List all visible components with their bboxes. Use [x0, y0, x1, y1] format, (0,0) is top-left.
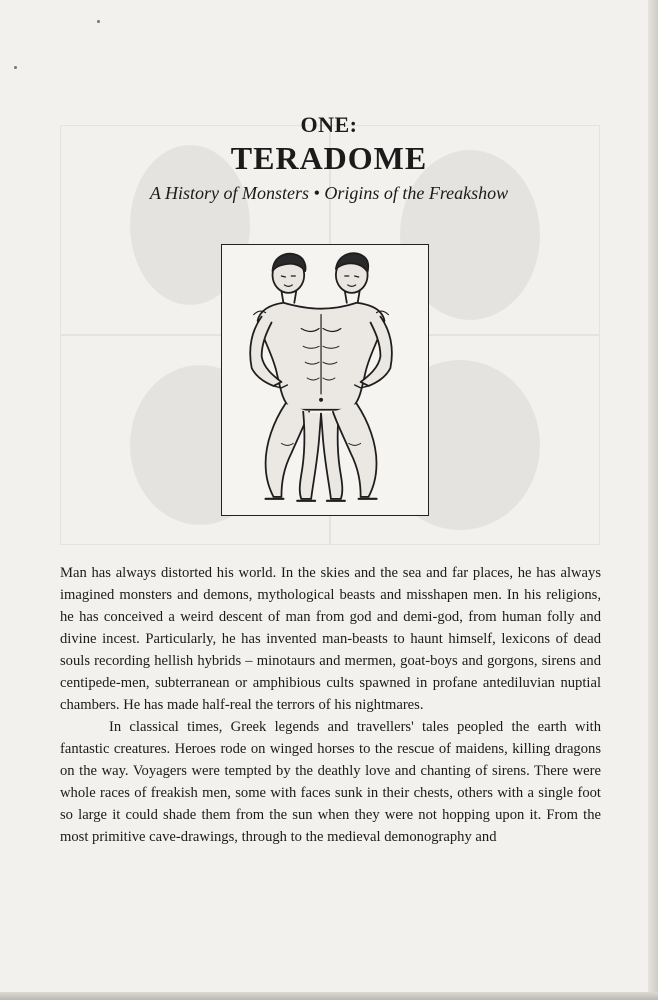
paper-speck [97, 20, 100, 23]
legs [266, 404, 377, 501]
paper-speck [14, 66, 17, 69]
page-bottom-edge [0, 992, 658, 1000]
chapter-title: TERADOME [230, 140, 428, 176]
torso [258, 303, 385, 410]
chapter-number: ONE: [300, 112, 358, 137]
conjoined-twins-illustration-icon [222, 245, 428, 515]
right-head [336, 253, 368, 303]
chapter-subtitle: A History of Monsters • Origins of the Freakshow [149, 183, 509, 203]
left-head [273, 254, 306, 303]
figure-frame [221, 244, 429, 516]
body-text [60, 562, 601, 848]
paragraph: Man has always distorted his world. In the skies and the sea and far places, he has always imagined monsters and demons, mythological beasts and misshapen men. In his religions, he has conceived a weird descent of man from god and demi-god, from human folly and divine incest. Particularly, he has invented man-beasts to haunt himself, lexicons of dead souls recording hellish hybrids – minotaurs and mermen, goat-boys and gorgons, sirens and centipede-men, subterranean or amphibious cults spawned in profane antediluvian nuptial chambers. He has made half-real the terrors of his nightmares. [60, 565, 601, 713]
paragraph: In classical times, Greek legends and travellers' tales peopled the earth with fantastic creatures. Heroes rode on winged horses to the rescue of maidens, killing dragons on the way. Voyagers were tempted by the deathly love and chanting of sirens. There were whole races of freakish men, some with faces sunk in their chests, others with a single foot so large it could shade them from the sun when they were not hopping upon it. From the most primitive cave-drawings, through to the medieval demonography and [60, 719, 601, 845]
